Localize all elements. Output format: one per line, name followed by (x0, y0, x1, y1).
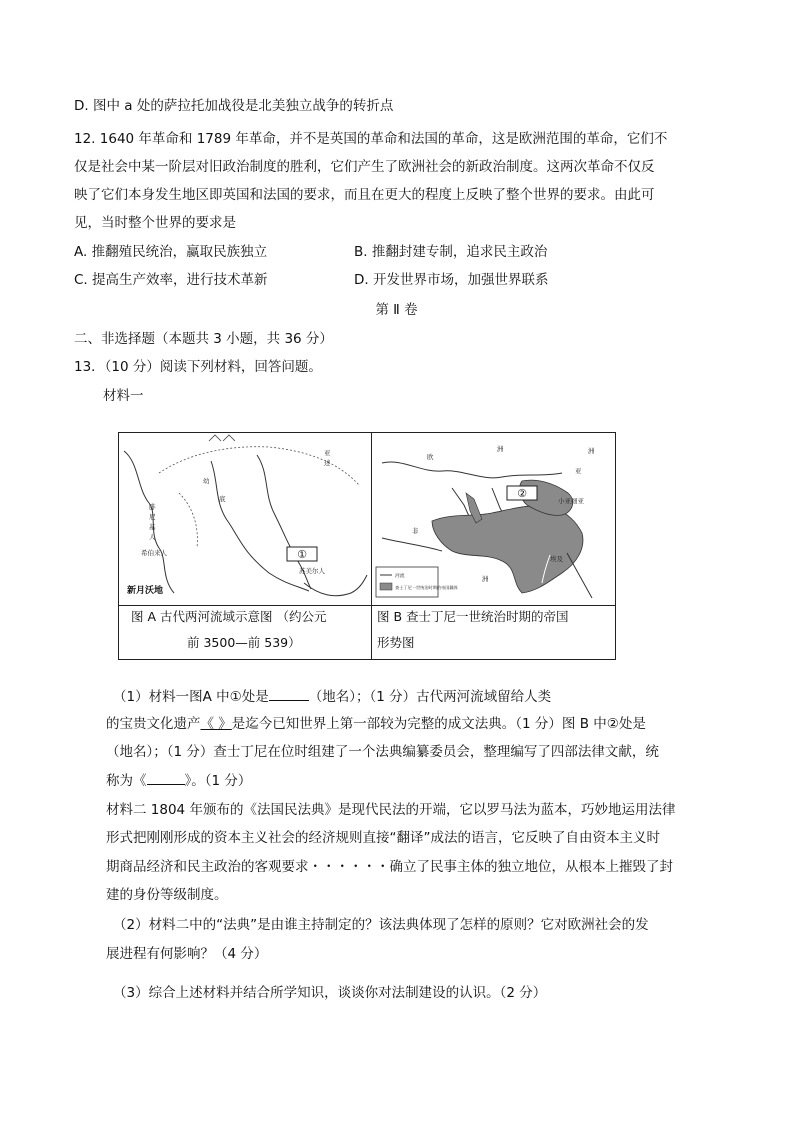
answer-blank-4[interactable] (147, 770, 185, 785)
map-a-svg (119, 433, 371, 605)
q12-option-b: B. 推翻封建专制，追求民主政治 (354, 244, 548, 260)
map-a-caption-line-2: 前 3500—前 539） (187, 635, 301, 650)
map-b-label-zhou: 洲 (497, 445, 504, 453)
map-b-label-fei: 非 (412, 527, 419, 535)
map-a-title-label: 新月沃地 (127, 586, 164, 596)
map-b-label-asia-minor: 小亚细亚 (558, 497, 584, 505)
q13-sub1-line4-part1: 称为《 (106, 773, 147, 789)
q11-option-d: D. 图中 a 处的萨拉托加战役是北美独立战争的转折点 (74, 98, 394, 114)
map-b-svg (372, 433, 615, 605)
q13-sub2-line-2: 展进程有何影响？（4 分） (106, 946, 268, 962)
map-b-marker: ② (517, 487, 527, 500)
map-b-byzantine-empire (372, 433, 615, 605)
map-a-label-ni: 尼 (149, 513, 156, 521)
q13-intro: 13．（10 分）阅读下列材料，回答问题。 (74, 359, 322, 375)
map-b-legend-rivers: 河流 (395, 574, 405, 579)
map-b-label-zhou-asia: 洲 (588, 447, 595, 455)
answer-blank-1[interactable] (269, 686, 309, 701)
material2-line-2: 形式把刚刚形成的资本主义社会的经济规则直接“翻译”成法的语言，它反映了自由资本主义时 (106, 830, 660, 846)
material1-figure (118, 432, 616, 660)
material1-label: 材料一 (103, 388, 144, 404)
map-a-label-di: 底 (219, 495, 226, 503)
map-b-label-egypt: 埃及 (550, 555, 563, 563)
q12-option-c: C. 提高生产效率，进行技术革新 (74, 272, 268, 288)
q12-stem-line-2: 仅是社会中某一阶层对旧政治制度的胜利，它们产生了欧洲社会的新政治制度。这两次革命不仅反 (74, 159, 655, 175)
map-a-marker: ① (297, 548, 307, 561)
volume-title: 第 Ⅱ 卷 (375, 302, 418, 318)
map-a-label-you: 幼 (203, 477, 210, 485)
q13-sub1-part2: （地名）；（1 分）古代两河流域留给人类 (308, 689, 552, 705)
map-b-caption-line-2: 形势图 (377, 635, 415, 650)
map-a-label-ren: 人 (149, 533, 156, 541)
map-b-legend-empire: 查士丁尼一世统治时期的帝国疆界 (395, 585, 458, 590)
q12-stem-line-1: 12. 1640 年革命和 1789 年革命，并不是英国的革命和法国的革命，这是欧洲范围的革命，它们不 (74, 131, 668, 147)
material2-line-3: 期商品经济和民主政治的客观要求・・・・・・确立了民事主体的独立地位，从根本上摧毁了封 (106, 859, 673, 875)
map-a-label-hebrews: 希伯来人 (141, 549, 167, 557)
map-a-label-fei: 腓 (149, 503, 156, 511)
q12-stem-line-4: 见，当时整个世界的要求是 (74, 215, 236, 231)
map-b-caption-line-1: 图 B 查士丁尼一世统治时期的帝国 (377, 609, 569, 624)
q13-sub3: （3）综合上述材料并结合所学知识，谈谈你对法制建设的认识。（2 分） (113, 985, 547, 1001)
answer-blank-2[interactable]: 《 》 (200, 716, 232, 732)
map-a-caption-line-1: 图 A 古代两河流域示意图 （约公元 (131, 609, 327, 624)
map-a-mesopotamia (119, 433, 372, 605)
q13-sub1-line-1 (113, 686, 551, 707)
q13-sub1-line4-part2: 》。（1 分） (184, 773, 252, 789)
map-a-label-shu: 述 (324, 459, 331, 467)
q12-stem-line-3: 映了它们本身发生地区即英国和法国的要求，而且在更大的程度上反映了整个世界的要求。由此可 (74, 187, 655, 203)
q13-sub1-part1: （1）材料一图A 中①处是 (113, 689, 269, 705)
q13-sub1-line-3: （地名）；（1 分）查士丁尼在位时组建了一个法典编纂委员会，整理编写了四部法律文献，统 (106, 744, 659, 760)
map-b-label-zhou-africa: 洲 (482, 575, 489, 583)
q13-sub1-line2-part1: 的宝贵文化遗产 (106, 716, 201, 732)
map-b-label-ya: 亚 (575, 467, 582, 475)
material2-line-4: 建的身份等级制度。 (106, 887, 228, 903)
q12-option-a: A. 推翻殖民统治，赢取民族独立 (74, 244, 268, 260)
q13-sub1-line-2 (106, 714, 646, 734)
map-b-legend (376, 567, 438, 597)
map-a-label-ya: 亚 (324, 449, 331, 457)
material2-line-1: 材料二 1804 年颁布的《法国民法典》是现代民法的开端，它以罗马法为蓝本，巧妙地运用法律 (106, 802, 676, 818)
map-a-label-sumerians: 苏美尔人 (299, 567, 325, 575)
section-heading: 二、非选择题（本题共 3 小题，共 36 分） (74, 331, 333, 347)
map-a-label-ji: 基 (149, 523, 156, 531)
map-b-label-ou: 欧 (427, 453, 434, 461)
q12-option-d: D. 开发世界市场，加强世界联系 (354, 272, 549, 288)
q13-sub1-line2-part2: 是迄今已知世界上第一部较为完整的成文法典。（1 分）图 B 中②处是 (231, 716, 646, 732)
q13-sub2-line-1: （2）材料二中的“法典”是由谁主持制定的？该法典体现了怎样的原则？它对欧洲社会的发 (113, 917, 649, 933)
q13-sub1-line-4 (106, 770, 251, 791)
